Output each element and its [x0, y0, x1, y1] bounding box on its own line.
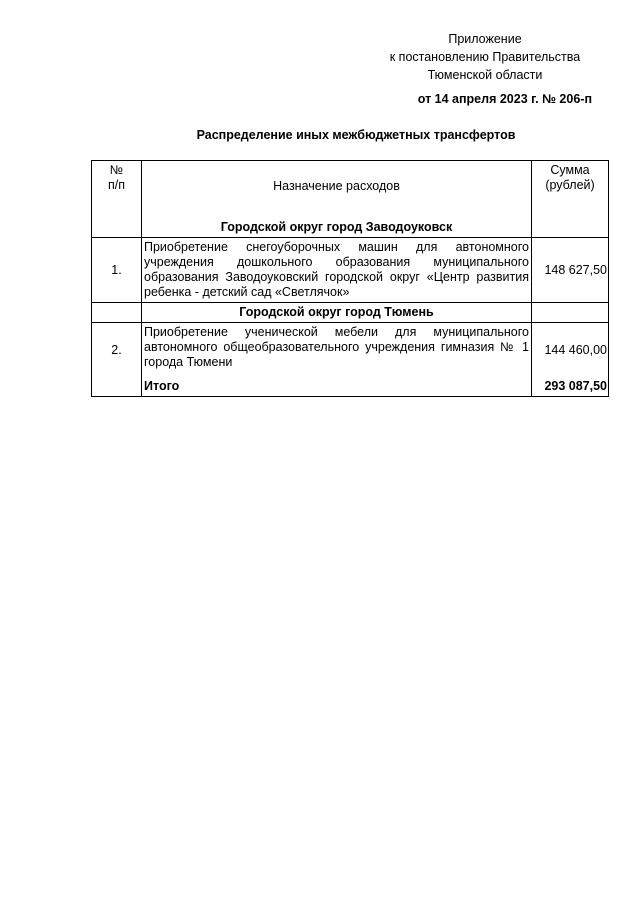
- section-region-1: Городской округ город Заводоуковск: [220, 220, 453, 234]
- header-amount-label: Сумма (рублей): [545, 163, 595, 192]
- section-empty-num: [92, 303, 142, 323]
- appendix-block: [370, 30, 600, 108]
- row-amount: 144 460,00: [532, 323, 609, 378]
- row-purpose: Приобретение снегоуборочных машин для автономного учреждения дошкольного образования муниципального образования Заводоуковский городской округ «Центр развития ребенка - детский сад «Светлячок»: [142, 238, 532, 303]
- section-empty-amount: [532, 303, 609, 323]
- total-row: [92, 377, 609, 397]
- total-amount: 293 087,50: [532, 377, 609, 397]
- section-header-row: [92, 303, 609, 323]
- total-label: Итого: [142, 377, 532, 397]
- header-num: [92, 161, 142, 238]
- appendix-line-1: Приложение: [448, 32, 522, 46]
- table-row: [92, 238, 609, 303]
- row-amount: 148 627,50: [532, 238, 609, 303]
- table-header-row: [92, 161, 609, 238]
- appendix-line-2: к постановлению Правительства: [389, 50, 581, 64]
- header-amount: [532, 161, 609, 238]
- row-num: 1.: [92, 238, 142, 303]
- header-purpose: [142, 161, 532, 238]
- appendix-line-3: Тюменской области: [427, 68, 543, 82]
- total-empty-num: [92, 377, 142, 397]
- section-region-2: Городской округ город Тюмень: [142, 303, 532, 323]
- row-num: 2.: [92, 323, 142, 378]
- header-num-label: № п/п: [107, 163, 125, 192]
- transfers-table: [91, 160, 609, 397]
- appendix-date-line: от 14 апреля 2023 г. № 206-п: [417, 92, 592, 106]
- header-purpose-label: Назначение расходов: [273, 179, 400, 193]
- document-title: Распределение иных межбюджетных трансфертов: [196, 128, 516, 142]
- table-row: [92, 323, 609, 378]
- row-purpose: Приобретение ученической мебели для муниципального автономного общеобразовательного учреждения гимназия № 1 города Тюмени: [142, 323, 532, 378]
